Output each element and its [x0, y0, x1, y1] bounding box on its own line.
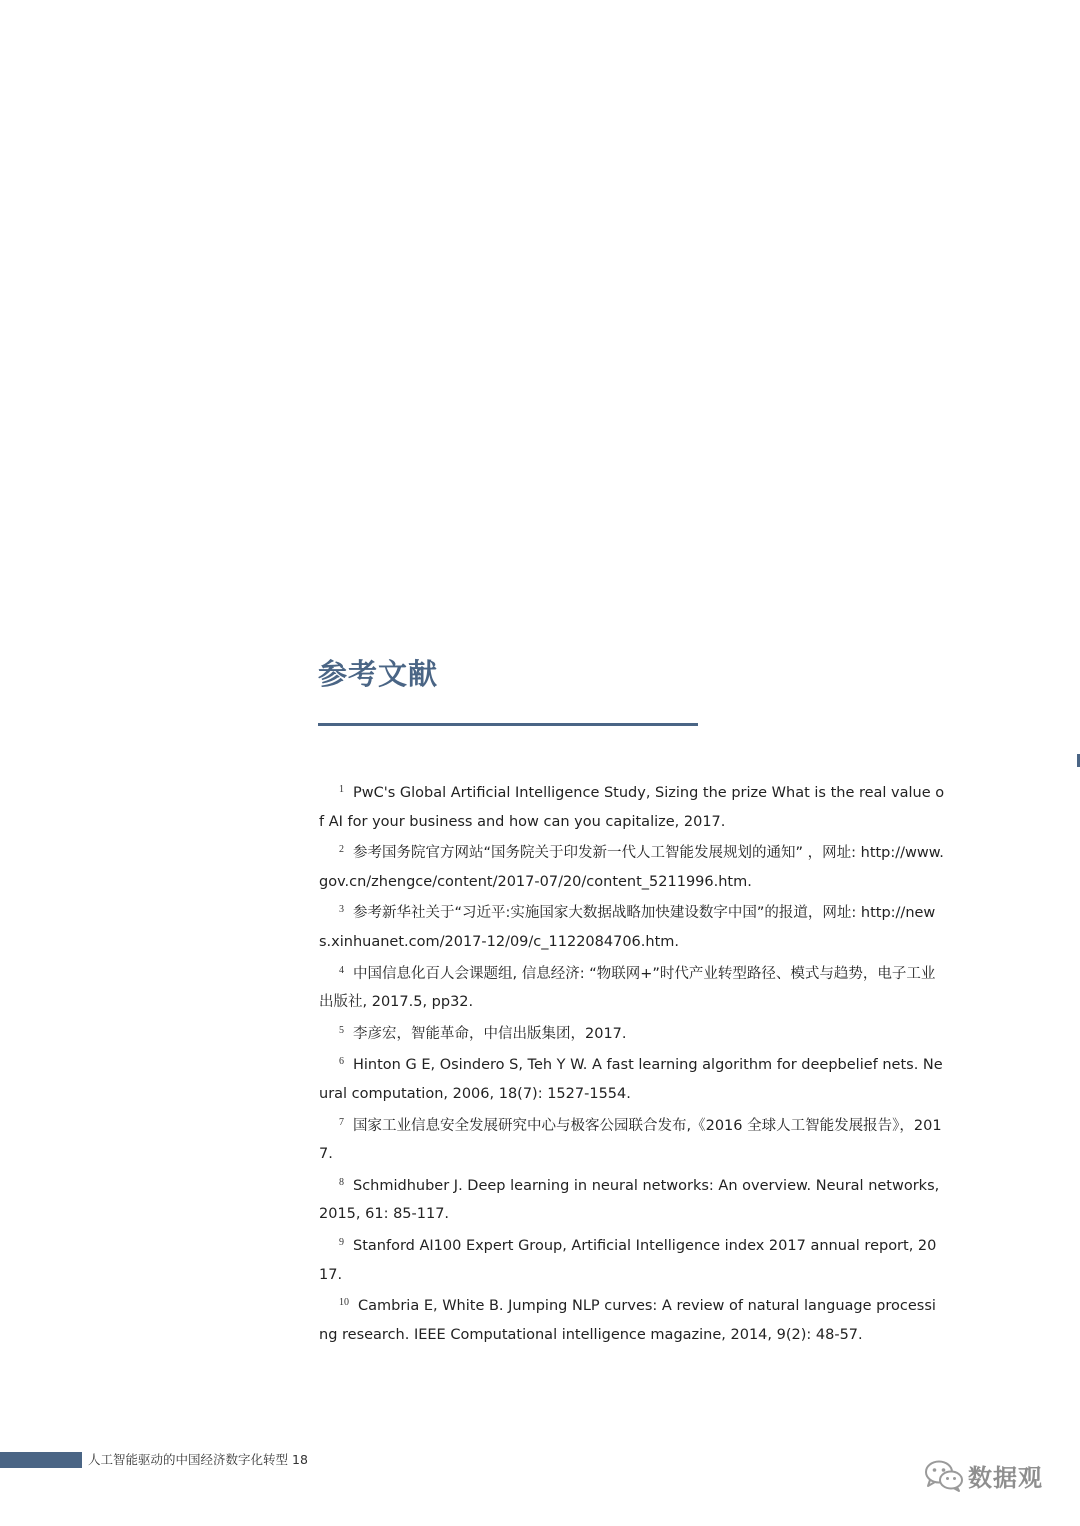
- reference-number: 9: [339, 1236, 344, 1248]
- reference-item: [319, 1229, 945, 1289]
- wechat-icon: [924, 1459, 964, 1493]
- footer-title: 人工智能驱动的中国经济数字化转型: [88, 1452, 289, 1467]
- reference-number: 3: [339, 904, 344, 916]
- reference-item: [319, 1048, 945, 1108]
- reference-number: 4: [339, 964, 344, 976]
- page-number: 18: [292, 1452, 308, 1467]
- reference-text: PwC's Global Artificial Intelligence Study, Sizing the prize What is the real value of AI for your business and how can you capitalize, 2017.: [319, 785, 945, 830]
- reference-item: [319, 1017, 945, 1049]
- reference-item: [319, 957, 945, 1017]
- reference-text: Hinton G E, Osindero S, Teh Y W. A fast learning algorithm for deepbelief nets. Neural computation, 2006, 18(7): 1527-1554.: [319, 1057, 943, 1102]
- reference-item: [319, 1109, 945, 1169]
- reference-number: 1: [339, 784, 344, 795]
- reference-number: 8: [339, 1176, 344, 1188]
- reference-number: 6: [339, 1056, 344, 1068]
- watermark-text: 数据观: [968, 1464, 1043, 1492]
- reference-text: 参考新华社关于“习近平:实施国家大数据战略加快建设数字中国”的报道，网址: http://news.xinhuanet.com/2017-12/09/c_1122084706.htm.: [319, 905, 936, 950]
- reference-text: 李彦宏，智能革命，中信出版集团，2017.: [353, 1025, 627, 1042]
- footer-accent-bar: [0, 1452, 82, 1468]
- reference-text: 中国信息化百人会课题组, 信息经济: “物联网+”时代产业转型路径、模式与趋势，电子工业出版社, 2017.5, pp32.: [319, 965, 936, 1011]
- reference-number: 10: [339, 1297, 349, 1309]
- section-title: 参考文献: [318, 657, 439, 691]
- reference-item: [319, 836, 945, 896]
- reference-number: 5: [339, 1024, 344, 1036]
- reference-item: [319, 896, 945, 956]
- reference-item: [319, 1289, 945, 1349]
- reference-text: Stanford AI100 Expert Group, Artificial Intelligence index 2017 annual report, 2017.: [319, 1237, 937, 1283]
- reference-text: Cambria E, White B. Jumping NLP curves: A review of natural language processing research. IEEE Computational intelligence magazine, 2014, 9(2): 48-57.: [319, 1298, 936, 1343]
- title-divider: [318, 723, 698, 726]
- reference-number: 2: [339, 844, 344, 856]
- reference-item: [319, 776, 945, 836]
- footer: [88, 1451, 308, 1469]
- references-list: [319, 776, 945, 1349]
- reference-number: 7: [339, 1116, 344, 1128]
- reference-text: 国家工业信息安全发展研究中心与极客公园联合发布,《2016 全球人工智能发展报告》，2017.: [319, 1117, 942, 1163]
- watermark: [924, 1458, 1043, 1493]
- reference-text: 参考国务院官方网站“国务院关于印发新一代人工智能发展规划的通知” ，网址: http://www.gov.cn/zhengce/content/2017-07/20/content_5211996.htm.: [319, 845, 944, 890]
- reference-text: Schmidhuber J. Deep learning in neural networks: An overview. Neural networks, 2015, 61: 85-117.: [319, 1177, 940, 1223]
- reference-item: [319, 1169, 945, 1229]
